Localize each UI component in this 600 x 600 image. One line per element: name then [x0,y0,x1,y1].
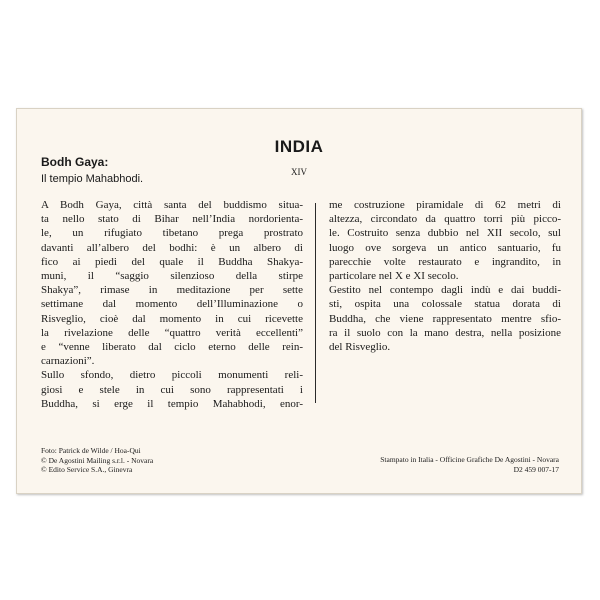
text-column-left [41,198,303,411]
text-line: e “venne liberato dal ciclo eterno delle rein- [41,341,303,354]
credit-line: © De Agostini Mailing s.r.l. - Novara [41,455,154,465]
printer-line: Stampato in Italia - Officine Grafiche De Agostini - Novara [380,455,559,464]
place-heading: Bodh Gaya: [41,155,109,169]
text-line: ra il suolo con la mano destra, nella posizione [329,326,561,339]
printer-info [380,455,559,474]
text-line: fico ai piedi del quale il Buddha Shakya- [41,255,303,268]
text-line: Buddha, che viene rappresentato mentre sfio- [329,312,561,325]
text-line: Gestito nel contempo dagli indù e dai buddi- [329,284,561,297]
text-line: Shakya”, rimase in meditazione per sette [41,284,303,297]
text-line: Risveglio, cioè dal momento in cui ricevette [41,312,303,325]
text-line: ta nello stato di Bihar nell’India nordorienta- [41,213,303,226]
product-code: D2 459 007-17 [513,464,559,474]
postcard-back [16,108,582,494]
card-title: INDIA [274,137,324,156]
column-divider [315,203,316,403]
text-line: la rivelazione delle “quattro verità eccellenti” [41,326,303,339]
text-line: Buddha, si erge il tempio Mahabhodi, enor- [41,397,303,410]
text-line: A Bodh Gaya, città santa del buddismo situa- [41,199,303,211]
text-column-right [329,198,561,354]
text-line: le, un rifugiato tibetano prega prostrato [41,227,303,240]
text-line: altezza, circondato da quattro torri più picco- [329,213,561,226]
photo-credits [41,446,153,475]
text-line: del Risveglio. [329,341,391,354]
credit-line: © Edito Service S.A., Ginevra [41,465,133,474]
text-line: parecchie volte restaurato e ingrandito, in [329,255,561,268]
text-line: particolare nel X e XI secolo. [329,270,459,283]
text-line: le. Costruito senza dubbio nel XII secolo, sul [329,227,561,240]
text-line: muni, il “saggio silenzioso della stirpe [41,270,303,283]
text-line: giosi e stele in cui sono rappresentati i [41,383,303,396]
text-line: sti, ospita una colossale statua dorata di [329,298,561,311]
place-subtitle: Il tempio Mahabhodi. [41,173,144,185]
text-line: davanti all’albero del bodhi: è un albero di [41,241,303,254]
text-line: me costruzione piramidale di 62 metri di [329,199,561,211]
text-line: luogo ove sorgeva un antico santuario, fu [329,241,561,254]
text-line: settimane dal momento dell’Illuminazione o [41,298,303,311]
text-line: Sullo sfondo, dietro piccoli monumenti reli- [41,369,303,382]
credit-line: Foto: Patrick de Wilde / Hoa-Qui [41,446,141,455]
text-line: carnazioni”. [41,355,95,368]
card-numeral: XIV [291,167,307,177]
